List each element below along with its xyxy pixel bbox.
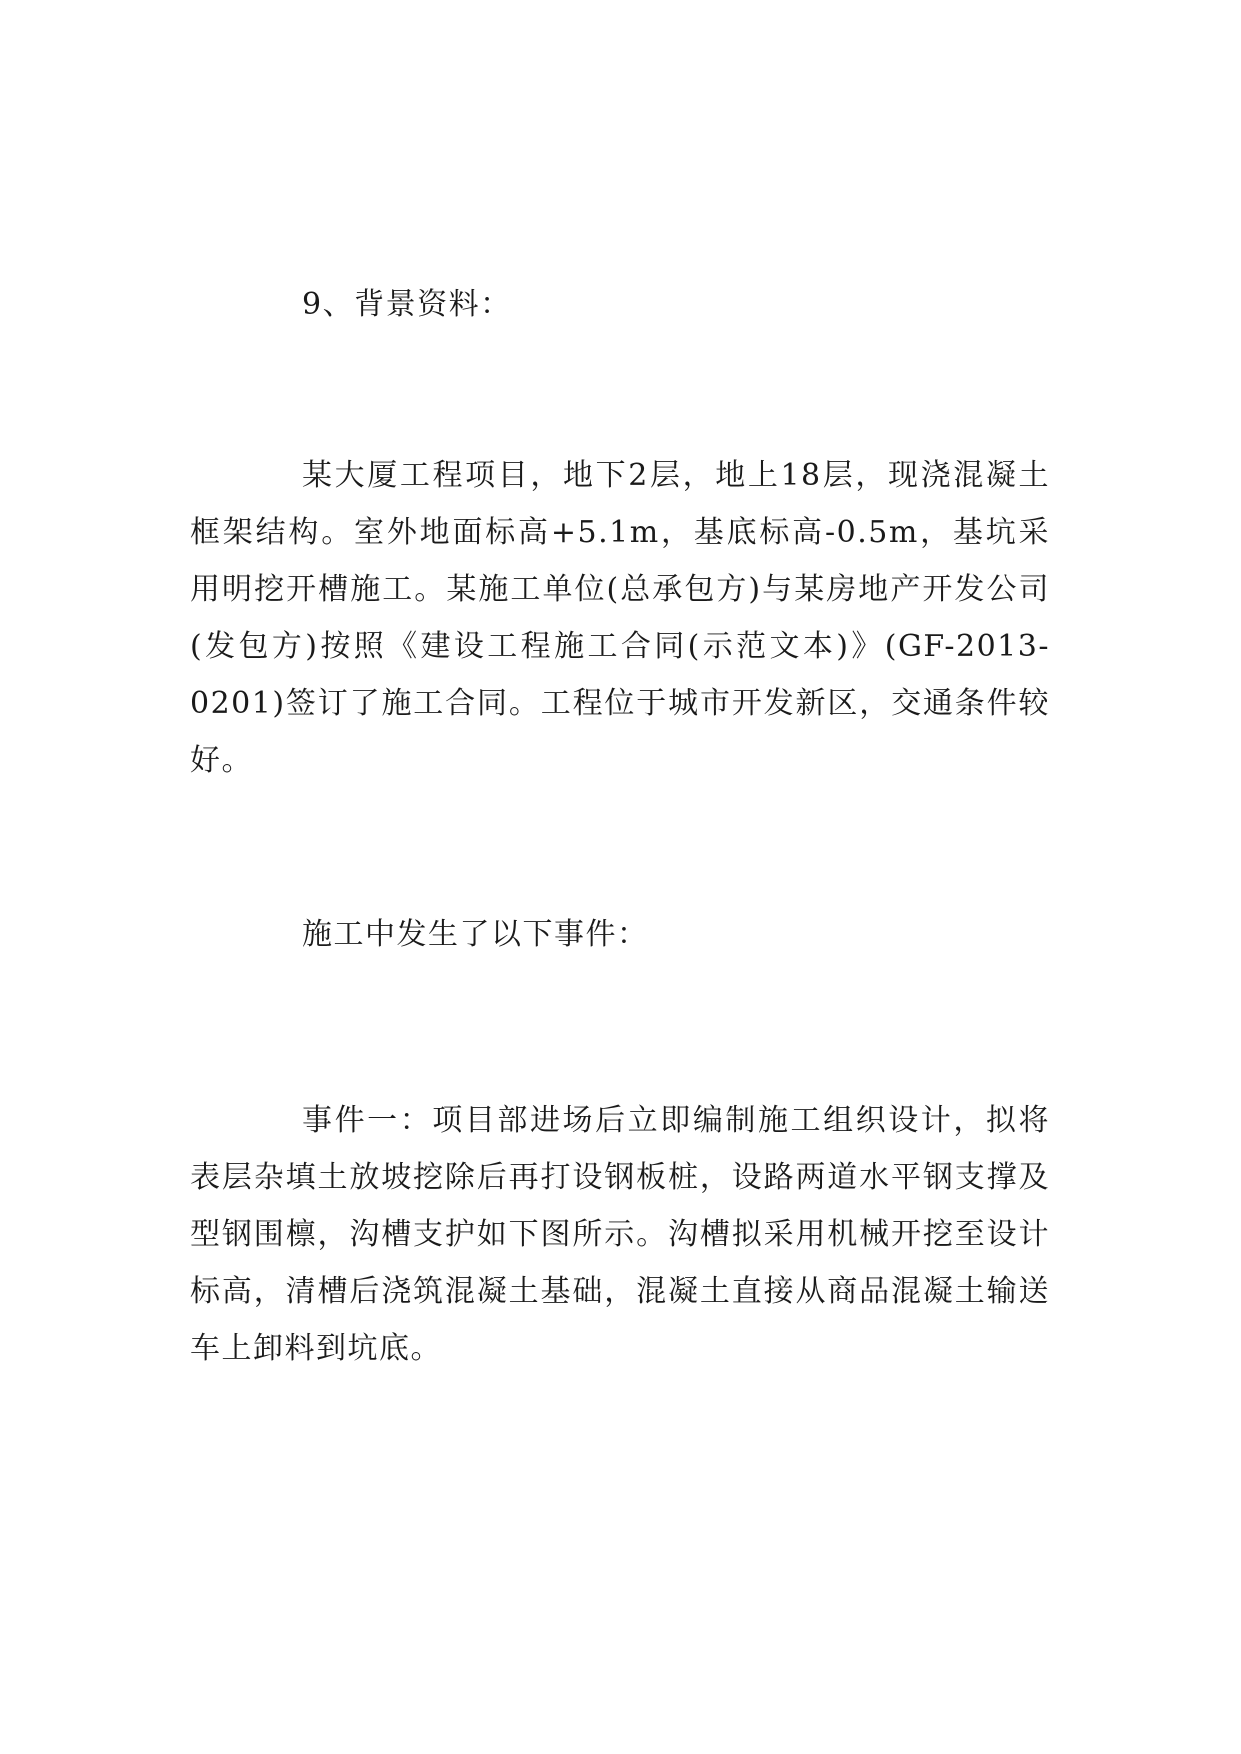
event-one-paragraph: 事件一：项目部进场后立即编制施工组织设计，拟将表层杂填土放坡挖除后再打设钢板桩，设路两道水平钢支撑及型钢围檩，沟槽支护如下图所示。沟槽拟采用机械开挖至设计标高，清槽后浇筑混凝土基础，混凝土直接从商品混凝土输送车上卸料到坑底。 [190,1103,1050,1366]
events-intro-paragraph: 施工中发生了以下事件： [302,917,649,952]
background-paragraph: 某大厦工程项目，地下2层，地上18层，现浇混凝土框架结构。室外地面标高+5.1m，基底标高-0.5m，基坑采用明挖开槽施工。某施工单位(总承包方)与某房地产开发公司(发包方)按照《建设工程施工合同(示范文本)》(GF-2013-0201)签订了施工合同。工程位于城市开发新区，交通条件较好。 [190,458,1050,778]
section-heading: 9、背景资料： [302,287,512,322]
